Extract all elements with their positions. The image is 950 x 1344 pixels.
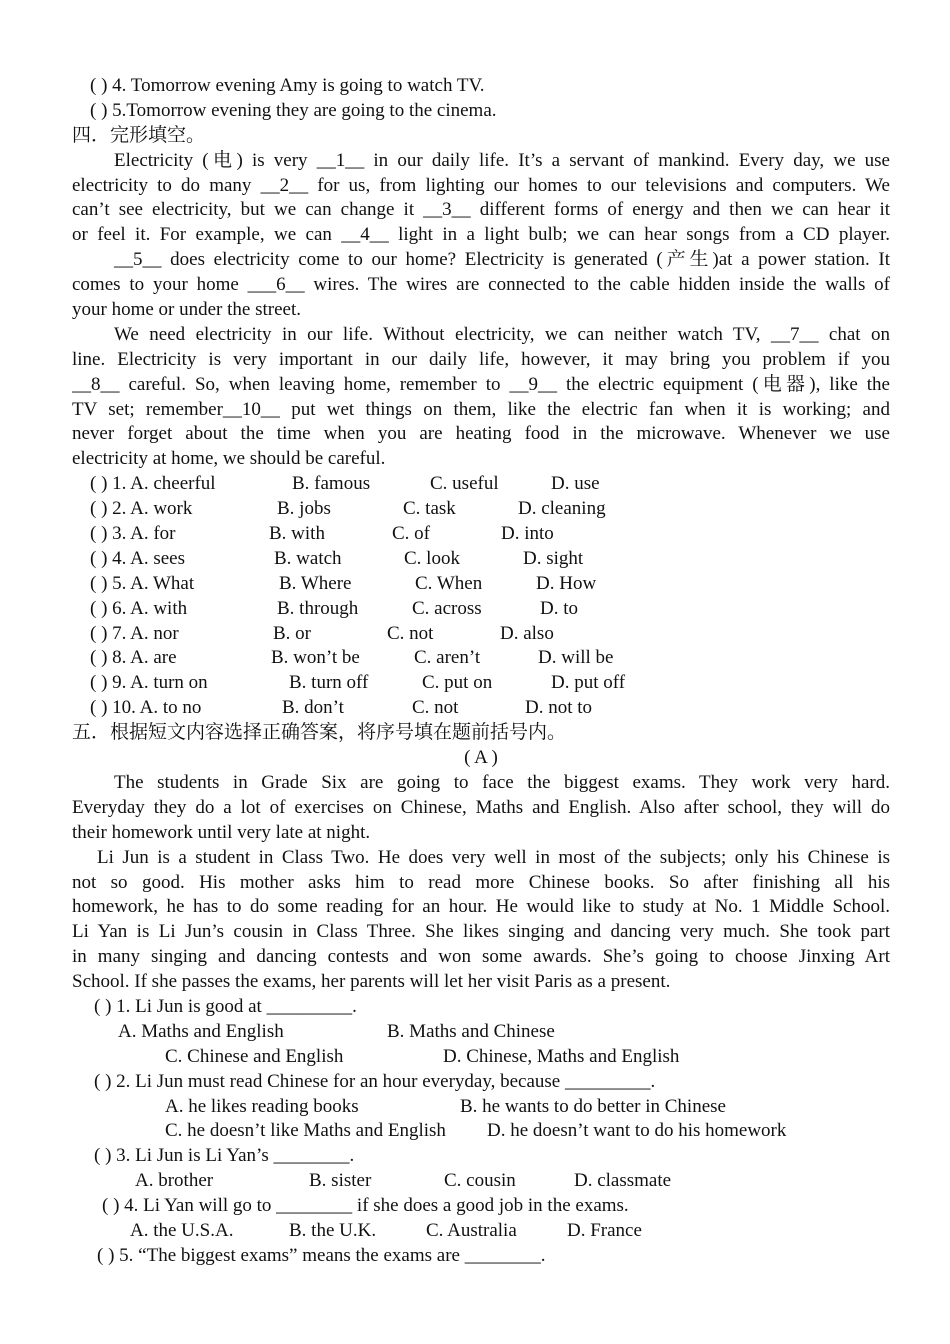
cloze-line: can’t see electricity, but we can change it __3__ different forms of energy and then we can hear it	[72, 199, 890, 221]
reading-question-2-stem: ( ) 2. Li Jun must read Chinese for an hour everyday, because _________.	[94, 1070, 656, 1092]
reading-question-4-stem: ( ) 4. Li Yan will go to ________ if she does a good job in the exams.	[102, 1195, 629, 1217]
reading-question-5-stem: ( ) 5. “The biggest exams” means the exams are ________.	[97, 1244, 546, 1266]
reading-line: School. If she passes the exams, her parents will let her visit Paris as a present.	[72, 971, 671, 993]
cloze-question-8: ( ) 8. A. are B. won’t be C. aren’t D. will be	[90, 647, 614, 669]
reading-line: Li Yan is Li Jun’s cousin in Class Three. She likes singing and dancing very much. She took part	[72, 921, 890, 943]
reading-question-1-options-cd: C. Chinese and English D. Chinese, Maths and English	[165, 1045, 680, 1067]
cloze-line: electricity to do many __2__ for us, from lighting our homes to our televisions and computers. We	[72, 174, 890, 196]
cloze-question-3: ( ) 3. A. for B. with C. of D. into	[90, 523, 554, 545]
cloze-question-1: ( ) 1. A. cheerful B. famous C. useful D. use	[90, 473, 600, 495]
reading-question-4-options: A. the U.S.A. B. the U.K. C. Australia D. France	[130, 1219, 642, 1241]
cloze-line: We need electricity in our life. Without electricity, we can neither watch TV, __7__ chat on	[114, 323, 890, 345]
reading-line: homework, he has to do some reading for an hour. He would like to study at No. 1 Middle School.	[72, 896, 890, 918]
cloze-line: __5__ does electricity come to our home? Electricity is generated (产生)at a power station. It	[114, 249, 890, 271]
cloze-line: line. Electricity is very important in our daily life, however, it may bring you problem if you	[72, 348, 890, 370]
top-item-4: ( ) 4. Tomorrow evening Amy is going to watch TV.	[90, 75, 485, 96]
reading-line: their homework until very late at night.	[72, 821, 371, 843]
reading-question-3-stem: ( ) 3. Li Jun is Li Yan’s ________.	[94, 1145, 355, 1167]
cloze-line: electricity at home, we should be careful.	[72, 448, 386, 470]
reading-line: Everyday they do a lot of exercises on Chinese, Maths and English. Also after school, they will do	[72, 796, 890, 818]
cloze-line: or feel it. For example, we can __4__ light in a light bulb; we can hear songs from a CD player.	[72, 224, 890, 246]
reading-line: not so good. His mother asks him to read more Chinese books. So after finishing all his	[72, 871, 890, 893]
reading-line: The students in Grade Six are going to face the biggest exams. They work very hard.	[114, 771, 890, 793]
section-5-heading: 五．根据短文内容选择正确答案，将序号填在题前括号内。	[72, 722, 567, 744]
cloze-question-10: ( ) 10. A. to no B. don’t C. not D. not to	[90, 697, 593, 719]
exam-page	[72, 74, 890, 1269]
cloze-line: never forget about the time when you are heating food in the microwave. Whenever we use	[72, 423, 890, 445]
cloze-question-4: ( ) 4. A. sees B. watch C. look D. sight	[90, 547, 584, 569]
reading-question-2-options-ab: A. he likes reading books B. he wants to do better in Chinese	[165, 1095, 726, 1117]
reading-question-1-stem: ( ) 1. Li Jun is good at _________.	[94, 995, 357, 1017]
cloze-line: Electricity (电) is very __1__ in our daily life. It’s a servant of mankind. Every day, we use	[114, 149, 890, 171]
cloze-question-2: ( ) 2. A. work B. jobs C. task D. cleaning	[90, 498, 606, 520]
passage-a-label: ( A )	[464, 747, 498, 769]
section-4-heading: 四．完形填空。	[72, 124, 206, 146]
reading-question-2-options-cd: C. he doesn’t like Maths and English D. he doesn’t want to do his homework	[165, 1120, 787, 1142]
cloze-question-5: ( ) 5. A. What B. Where C. When D. How	[90, 572, 597, 594]
cloze-line: comes to your home ___6__ wires. The wires are connected to the cable hidden inside the walls of	[72, 274, 890, 296]
reading-question-1-options-ab: A. Maths and English B. Maths and Chinese	[118, 1020, 555, 1042]
cloze-question-9: ( ) 9. A. turn on B. turn off C. put on D. put off	[90, 672, 626, 694]
reading-question-3-options: A. brother B. sister C. cousin D. classmate	[135, 1170, 672, 1192]
reading-line: in many singing and dancing contests and won some awards. She’s going to choose Jinxing Art	[72, 946, 890, 968]
top-item-5: ( ) 5.Tomorrow evening they are going to the cinema.	[90, 99, 497, 121]
cloze-line: TV set; remember__10__ put wet things on them, like the electric fan when it is working; and	[72, 398, 890, 420]
cloze-question-7: ( ) 7. A. nor B. or C. not D. also	[90, 622, 554, 644]
cloze-question-6: ( ) 6. A. with B. through C. across D. to	[90, 597, 578, 619]
cloze-line: __8__ careful. So, when leaving home, remember to __9__ the electric equipment (电器), like the	[72, 373, 890, 395]
reading-line: Li Jun is a student in Class Two. He does very well in most of the subjects; only his Chinese is	[97, 846, 890, 868]
cloze-line: your home or under the street.	[72, 299, 301, 321]
